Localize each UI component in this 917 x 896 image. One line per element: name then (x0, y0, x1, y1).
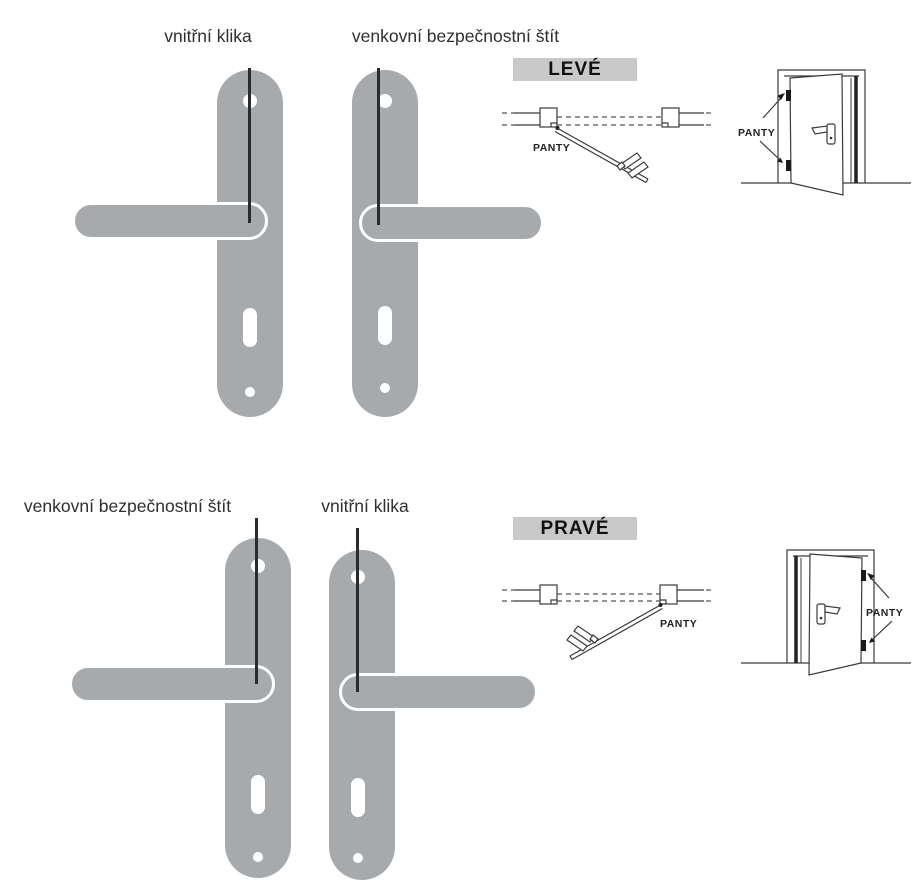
label-outer-security-plate: venkovní bezpečnostní štít (23, 496, 232, 516)
door-handle-keyhole (830, 137, 833, 140)
arrow (873, 621, 892, 639)
variant-badge: LEVÉ (513, 58, 637, 81)
door-jamb (540, 585, 557, 604)
label-inner-handle: vnitřní klika (321, 496, 409, 516)
handle-plate (225, 538, 291, 878)
label-inner-handle: vnitřní klika (164, 26, 252, 46)
screw-hole-bottom (245, 387, 255, 397)
spindle-axis-line (248, 68, 251, 223)
door-handle-lever (825, 606, 840, 614)
keyhole-slot (251, 775, 265, 814)
open-door-line (570, 656, 572, 660)
door-illustration-right (735, 538, 917, 678)
handle-plate (352, 70, 418, 417)
label-outer-security-plate: venkovní bezpečnostní štít (351, 26, 560, 46)
door-handle-plate (817, 604, 825, 624)
hinge-label: PANTY (738, 127, 776, 139)
arrow-head (778, 93, 786, 100)
hinge (786, 160, 791, 171)
door-handle-keyhole (820, 617, 823, 620)
door-handle-plate (827, 124, 835, 144)
lever-handle (359, 204, 544, 242)
keyhole-slot (351, 778, 365, 817)
spindle-axis-line (356, 528, 359, 692)
hinge-label: PANTY (866, 607, 904, 619)
handle-plate (329, 550, 395, 880)
spindle-axis-line (377, 68, 380, 225)
door-illustration-left (735, 58, 917, 198)
keyhole-slot (243, 308, 257, 347)
screw-hole-top (251, 559, 265, 573)
screw-hole-top (378, 94, 392, 108)
keyhole-slot (378, 306, 392, 345)
screw-hole-bottom (353, 853, 363, 863)
arrow-head (867, 573, 875, 580)
variant-badge: PRAVÉ (513, 517, 637, 540)
hinge-label: PANTY (533, 142, 571, 154)
door-jamb (540, 108, 557, 127)
door-jamb (660, 585, 677, 604)
door-jamb (662, 108, 679, 127)
hinge (861, 640, 866, 651)
swing-diagram-right (500, 575, 715, 670)
screw-hole-bottom (253, 852, 263, 862)
arrow (760, 141, 779, 159)
hinge (861, 570, 866, 581)
open-door-line (646, 179, 648, 183)
swing-diagram-left (500, 100, 715, 195)
hinge-label: PANTY (660, 618, 698, 630)
door-handle-lever (812, 126, 827, 134)
lever-handle (339, 673, 538, 711)
spindle-axis-line (255, 518, 258, 684)
hinge (786, 90, 791, 101)
lever-handle (69, 665, 275, 703)
screw-hole-bottom (380, 383, 390, 393)
lever-handle (72, 202, 268, 240)
